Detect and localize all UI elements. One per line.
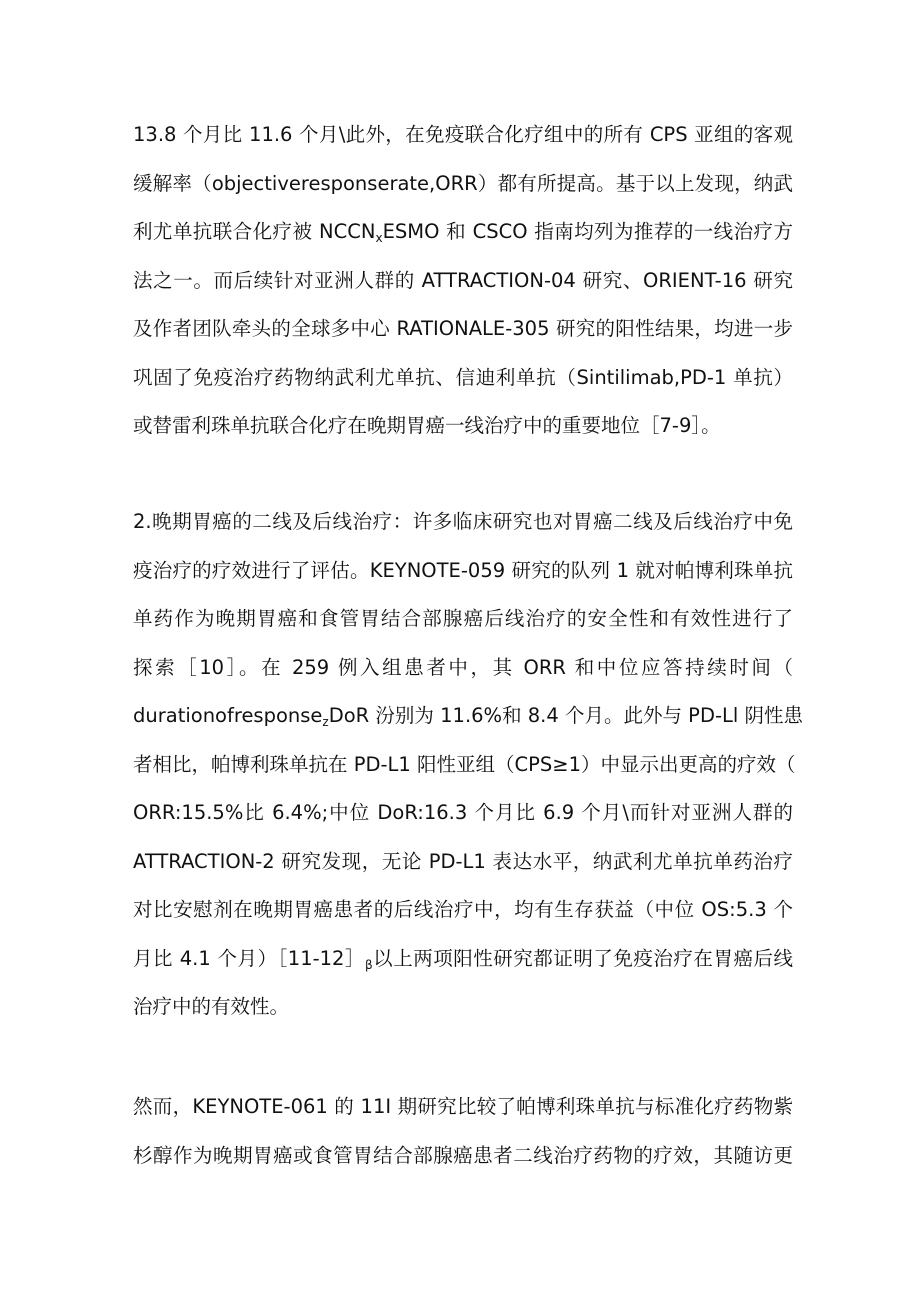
text-line: 2.晚期胃癌的二线及后线治疗：许多临床研究也对胃癌二线及后线治疗中免 [133,510,793,533]
text-line: 者相比，帕博利珠单抗在 PD-L1 阳性亚组（CPS≥1）中显示出更高的疗效（ [133,752,796,776]
text-line: ATTRACTION-2 研究发现，无论 PD-L1 表达水平，纳武利尤单抗单药治疗 [133,849,793,873]
text-line: 治疗中的有效性。 [133,995,290,1018]
text-line: 对比安慰剂在晚期胃癌患者的后线治疗中，均有生存获益（中位 OS:5.3 个 [133,898,793,921]
text-line [133,935,793,984]
text-line-with-subscript: 利尤单抗联合化疗被 $NCCN_xESMO$ 和 CSCO 指南均列为推荐的一线治疗方 [133,220,793,245]
text-line: 疫治疗的疗效进行了评估。KEYNOTE-059 研究的队列 1 就对帕博利珠单抗 [133,558,793,582]
text-line: 巩固了免疫治疗药物纳武利尤单抗、信迪利单抗（Sintilimab,PD-1 单抗） [133,365,793,389]
text-line-with-subscript: 月比 4.1 个月）$[11-12]_\beta$以上两项阳性研究都证明了免疫治疗在胃癌后线 [133,946,793,972]
paragraph-3 [133,1083,793,1180]
text-line: 缓解率（objectiveresponserate,ORR）都有所提高。基于以上发现，纳武 [133,171,793,195]
text-line: ORR:15.5%比 6.4%;中位 DoR:16.3 个月比 6.9 个月\而针对亚洲人群的 [133,801,793,824]
paragraph-1 [133,111,793,451]
text-line: 法之一。而后续针对亚洲人群的 ATTRACTION-04 研究、ORIENT-16 研究 [133,268,793,292]
text-line [133,692,803,741]
text-line: 探索［10］。在 259 例入组患者中，其 ORR 和中位应答持续时间（ [133,655,793,679]
text-line [133,208,793,257]
paragraph-2 [133,498,803,1032]
text-line: 及作者团队牵头的全球多中心 RATIONALE-305 研究的阳性结果，均进一步 [133,317,793,340]
text-line-with-subscript: durationofresponse$_z$DoR 汾别为 11.6%和 8.4 个月。此外与 PD-Ll 阴性患 [133,704,803,729]
text-line: 杉醇作为晚期胃癌或食管胃结合部腺癌患者二线治疗药物的疗效，其随访更 [133,1143,793,1167]
text-line: 13.8 个月比 11.6 个月\此外，在免疫联合化疗组中的所有 CPS 亚组的客观 [133,123,793,146]
text-line: 单药作为晚期胃癌和食管胃结合部腺癌后线治疗的安全性和有效性进行了 [133,607,793,630]
text-line: 然而，KEYNOTE-061 的 11I 期研究比较了帕博利珠单抗与标准化疗药物紫 [133,1095,793,1118]
text-line: 或替雷利珠单抗联合化疗在晚期胃癌一线治疗中的重要地位［7-9］。 [133,414,721,437]
